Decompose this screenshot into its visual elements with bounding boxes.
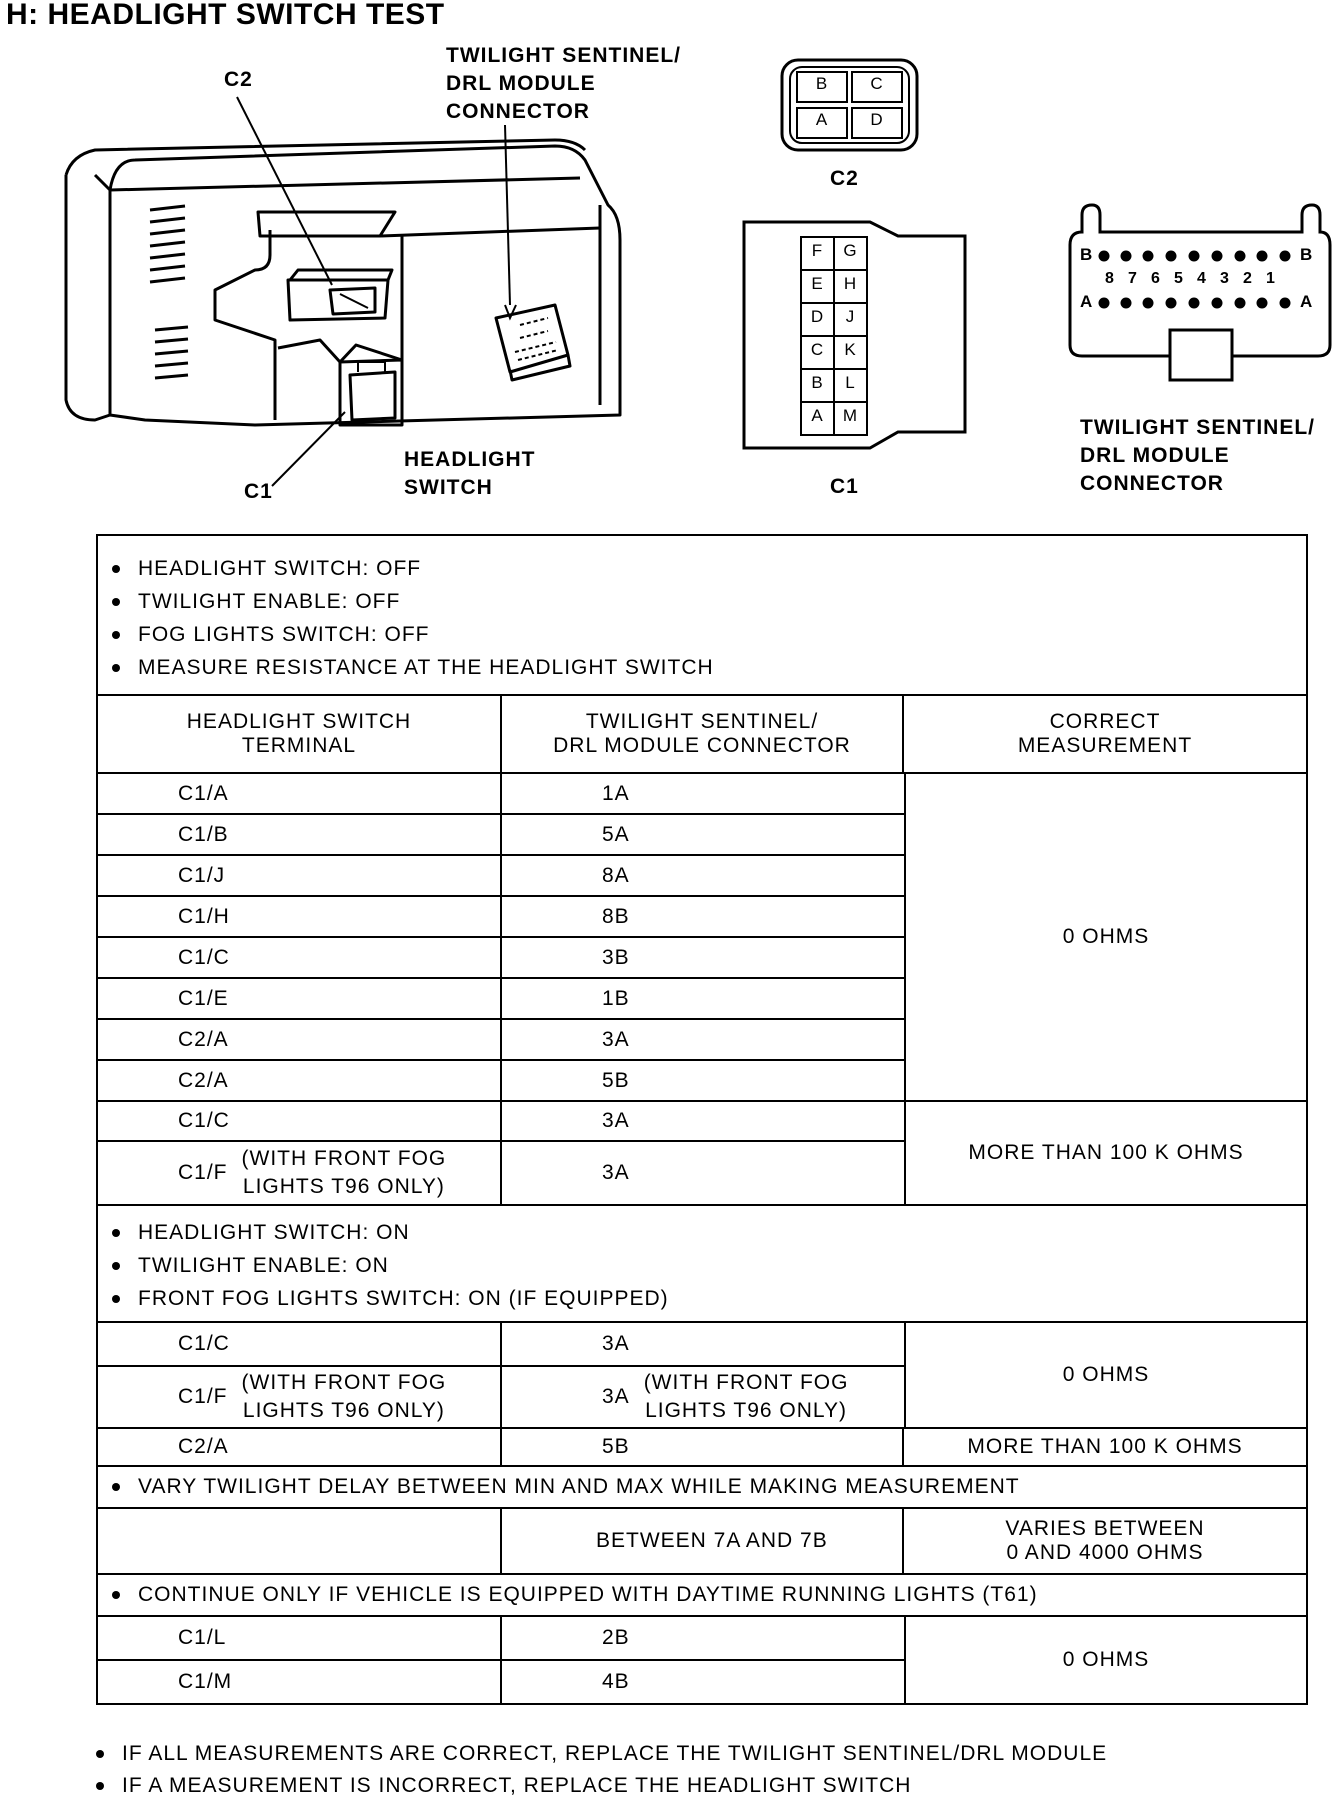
c2-pin-label: C: [870, 74, 884, 93]
switch-body-step: [215, 230, 275, 420]
conditions-on: [98, 1204, 1306, 1321]
module-pin-numbers: [1098, 270, 1282, 288]
measurement-cell: 0 OHMS: [904, 1323, 1306, 1427]
terminal-cell: C1/C: [98, 938, 502, 977]
c1-pin-label: F: [811, 241, 824, 260]
module-leader-line: [505, 125, 510, 305]
module-pin-number: 2: [1243, 270, 1252, 287]
switch-body-edge: [95, 175, 110, 190]
test-table: [96, 534, 1308, 1705]
connector-note: [644, 1369, 849, 1425]
c2-leader-line: [237, 97, 332, 285]
connector-note-line: LIGHTS T96 ONLY): [645, 1399, 848, 1422]
switch-vents-upper: [150, 206, 185, 282]
group-off-zero-ohms: [98, 772, 1306, 1100]
measurement-cell: 0 OHMS: [904, 774, 1306, 1100]
table-row: [98, 774, 904, 813]
module-row-a-end-right: A: [1300, 292, 1314, 311]
table-row: [98, 977, 904, 1018]
terminal-cell: C1/C: [98, 1323, 502, 1365]
c2-housing-mark: [340, 294, 368, 308]
terminal-cell: C1/M: [98, 1661, 502, 1703]
terminal-text: C1/F: [178, 1385, 228, 1408]
table-row: [98, 1427, 1306, 1465]
c1-pin-label: C: [810, 340, 825, 359]
module-connector-label: [446, 42, 681, 126]
condition-item: [112, 651, 1306, 684]
header-text: MEASUREMENT: [1017, 734, 1193, 757]
drl-note: [98, 1573, 1306, 1615]
terminal-cell: C1/L: [98, 1617, 502, 1659]
c1-pin-label: G: [843, 241, 858, 260]
switch-vents-lower: [155, 327, 188, 378]
terminal-note-line: LIGHTS T96 ONLY): [242, 1175, 445, 1198]
measurement-cell: MORE THAN 100 K OHMS: [967, 1435, 1243, 1458]
footer-instruction: [96, 1742, 1107, 1766]
bullet-icon: [112, 1295, 120, 1303]
c2-pin-label: A: [815, 110, 829, 129]
terminal-note: [242, 1369, 447, 1425]
condition-text: TWILIGHT ENABLE: OFF: [138, 590, 401, 613]
module-pin-number: 6: [1151, 270, 1160, 287]
terminal-cell: [98, 1142, 502, 1204]
header-measurement: [904, 696, 1306, 772]
c1-arrow-label: C1: [244, 480, 273, 503]
module-connector-label-line: DRL MODULE: [446, 72, 596, 95]
condition-item: [112, 1282, 1306, 1315]
module-pin-number: 3: [1220, 270, 1229, 287]
headlight-switch-label-line: HEADLIGHT: [404, 448, 536, 471]
condition-item: [112, 1249, 1306, 1282]
note-text: VARY TWILIGHT DELAY BETWEEN MIN AND MAX WHILE MAKING MEASUREMENT: [138, 1475, 1020, 1498]
measurement-cell: [904, 1509, 1306, 1573]
connector-cell: 3A: [602, 1109, 630, 1132]
c2-caption: C2: [830, 167, 859, 190]
table-row: [98, 1018, 904, 1059]
c1-pin-label: B: [811, 373, 824, 392]
condition-item: [112, 1216, 1306, 1249]
switch-body-ledge: [380, 228, 600, 236]
header-text: DRL MODULE CONNECTOR: [553, 734, 851, 757]
module-pin-number: 7: [1128, 270, 1137, 287]
terminal-cell: C2/A: [98, 1020, 502, 1059]
table-row: [98, 1507, 1306, 1573]
terminal-cell: [98, 1509, 502, 1573]
module-caption-line: TWILIGHT SENTINEL/: [1080, 416, 1315, 439]
terminal-cell: C1/E: [98, 979, 502, 1018]
c1-pin-label: K: [844, 340, 857, 359]
measurement-line: 0 AND 4000 OHMS: [1006, 1541, 1204, 1564]
connector-cell: 1A: [602, 781, 630, 805]
condition-text: TWILIGHT ENABLE: ON: [138, 1254, 389, 1277]
c1-pin-label: E: [811, 274, 824, 293]
table-row: [98, 1659, 904, 1703]
footer-instruction: [96, 1774, 911, 1798]
bullet-icon: [96, 1750, 104, 1758]
c2-pin-frame-outer: [782, 60, 917, 150]
bullet-icon: [112, 1229, 120, 1237]
bullet-icon: [112, 598, 120, 606]
terminal-note-line: (WITH FRONT FOG: [241, 1147, 447, 1170]
measurement-line: VARIES BETWEEN: [1005, 1517, 1205, 1540]
condition-text: FRONT FOG LIGHTS SWITCH: ON (IF EQUIPPED): [138, 1287, 669, 1310]
condition-text: MEASURE RESISTANCE AT THE HEADLIGHT SWITCH: [138, 656, 714, 679]
module-caption: [1080, 414, 1315, 498]
c1-pin-label: A: [811, 406, 824, 425]
terminal-cell: C1/A: [98, 774, 502, 813]
module-pin-number: 4: [1197, 270, 1206, 287]
bullet-icon: [112, 631, 120, 639]
group-on-zero-ohms: [98, 1321, 1306, 1427]
note-text: CONTINUE ONLY IF VEHICLE IS EQUIPPED WITH DAYTIME RUNNING LIGHTS (T61): [138, 1583, 1038, 1606]
bullet-icon: [112, 1483, 120, 1491]
header-text: HEADLIGHT SWITCH: [186, 710, 412, 733]
c1-pin-label: D: [810, 307, 825, 326]
switch-body-inner-top: [110, 178, 580, 190]
module-pin-number: 8: [1105, 270, 1114, 287]
module-pin-number: 5: [1174, 270, 1183, 287]
connector-cell: 3B: [602, 945, 630, 969]
table-row: [98, 1140, 904, 1204]
module-row-a-end-left: A: [1080, 292, 1094, 311]
connector-cell: 2B: [602, 1626, 630, 1649]
measurement-cell: MORE THAN 100 K OHMS: [904, 1102, 1306, 1204]
connector-cell: 3A: [602, 1161, 630, 1184]
connector-cell: BETWEEN 7A AND 7B: [502, 1509, 904, 1573]
module-row-b-end-left: B: [1080, 245, 1094, 264]
c1-pin-label: L: [845, 373, 856, 392]
terminal-note-line: (WITH FRONT FOG: [241, 1371, 447, 1394]
connector-note-line: (WITH FRONT FOG: [643, 1371, 849, 1394]
connector-cell: 5A: [602, 822, 630, 846]
connector-cell: 3A: [602, 1332, 630, 1355]
terminal-cell: C1/H: [98, 897, 502, 936]
c2-pin-label: D: [870, 110, 884, 129]
connector-cell: 5B: [502, 1429, 904, 1465]
table-row: [98, 813, 904, 854]
connector-cell: 3A: [602, 1027, 630, 1051]
header-connector: [502, 696, 904, 772]
table-row: [98, 936, 904, 977]
table-row: [98, 1102, 904, 1140]
c1-pin-label: M: [842, 406, 859, 425]
header-text: TWILIGHT SENTINEL/: [585, 710, 819, 733]
c1-caption: C1: [830, 475, 859, 498]
condition-text: HEADLIGHT SWITCH: OFF: [138, 557, 422, 580]
headlight-switch-label-line: SWITCH: [404, 476, 493, 499]
bullet-icon: [112, 664, 120, 672]
module-caption-line: DRL MODULE: [1080, 444, 1230, 467]
connector-cell: 8B: [602, 904, 630, 928]
terminal-cell: C1/B: [98, 815, 502, 854]
module-row-b-end-right: B: [1300, 245, 1314, 264]
terminal-cell: C2/A: [98, 1061, 502, 1100]
terminal-cell: C1/C: [98, 1102, 502, 1140]
c1-housing-socket: [350, 372, 395, 420]
condition-text: FOG LIGHTS SWITCH: OFF: [138, 623, 430, 646]
c2-arrow-label: C2: [224, 68, 253, 91]
c1-pin-label: J: [845, 307, 856, 326]
delay-note: [98, 1465, 1306, 1507]
bullet-icon: [112, 565, 120, 573]
module-connector-label-line: TWILIGHT SENTINEL/: [446, 44, 681, 67]
module-connector-pins: [515, 318, 558, 360]
module-connector-body: [496, 305, 568, 372]
group-off-open: [98, 1100, 1306, 1204]
table-row: [98, 1617, 904, 1659]
module-caption-line: CONNECTOR: [1080, 472, 1224, 495]
connector-cell: 5B: [602, 1068, 630, 1092]
c2-pin-label: B: [815, 74, 829, 93]
headlight-switch-label: [404, 446, 536, 502]
group-drl: [98, 1615, 1306, 1703]
c1-pin-label: H: [843, 274, 858, 293]
switch-body-notch: [258, 212, 395, 236]
footer-text: IF A MEASUREMENT IS INCORRECT, REPLACE THE HEADLIGHT SWITCH: [122, 1774, 912, 1797]
table-row: [98, 1059, 904, 1100]
terminal-cell: [98, 1367, 502, 1427]
header-text: CORRECT: [1049, 710, 1161, 733]
header-text: TERMINAL: [241, 734, 357, 757]
terminal-cell: C2/A: [98, 1429, 502, 1465]
connector-cell: [502, 1367, 904, 1427]
measurement-cell: 0 OHMS: [904, 1617, 1306, 1703]
connector-cell: 4B: [602, 1670, 630, 1693]
table-row: [98, 854, 904, 895]
terminal-text: C1/F: [178, 1161, 228, 1184]
table-row: [98, 895, 904, 936]
condition-item: [112, 618, 1306, 651]
page-title: H: HEADLIGHT SWITCH TEST: [6, 0, 445, 31]
condition-item: [112, 552, 1306, 585]
connector-text: 3A: [602, 1385, 630, 1408]
conditions-off: [98, 536, 1306, 694]
condition-text: HEADLIGHT SWITCH: ON: [138, 1221, 410, 1244]
c1-housing-left: [278, 340, 340, 362]
terminal-note-line: LIGHTS T96 ONLY): [242, 1399, 445, 1422]
bullet-icon: [96, 1782, 104, 1790]
table-row: [98, 1323, 904, 1365]
connector-cell: 8A: [602, 863, 630, 887]
condition-item: [112, 585, 1306, 618]
c1-housing-key: [358, 362, 385, 372]
connector-cell: 1B: [602, 986, 630, 1010]
table-row: [98, 1365, 904, 1427]
module-connector-label-line: CONNECTOR: [446, 100, 590, 123]
bullet-icon: [112, 1262, 120, 1270]
module-connector-latch: [1170, 330, 1232, 380]
terminal-cell: C1/J: [98, 856, 502, 895]
table-header: [98, 694, 1306, 772]
footer-text: IF ALL MEASUREMENTS ARE CORRECT, REPLACE THE TWILIGHT SENTINEL/DRL MODULE: [122, 1742, 1108, 1765]
header-terminal: [98, 696, 502, 772]
bullet-icon: [112, 1591, 120, 1599]
terminal-note: [242, 1145, 447, 1201]
module-pin-number: 1: [1266, 270, 1275, 287]
